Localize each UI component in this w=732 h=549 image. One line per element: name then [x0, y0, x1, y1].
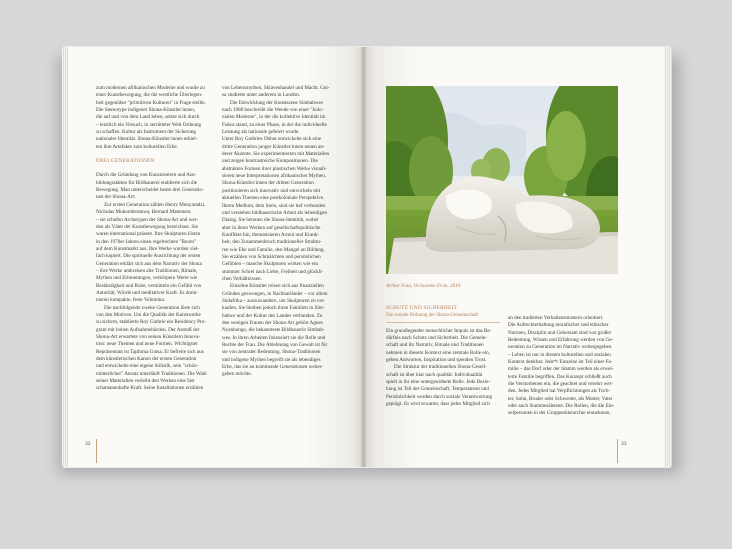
text-line: den wenigen Frauen der Shona-Art gehört Agnes	[222, 320, 323, 326]
text-line: mütterlicher" Ansatz unterläuft Traditionen. Die Wahl	[96, 370, 207, 377]
text-line: Shona-Künstler:innen der dritten Generation	[222, 180, 314, 187]
text-line: Mythen und Erinnerungen, verkörpern Werte wie	[96, 275, 198, 282]
text-line: – letztlich ein Versuch, in zerrütteter Welt Ordnung	[96, 121, 202, 128]
heading-rule	[386, 322, 500, 323]
text-line: ten ihre Artefakte zum kulturellen Erbe.	[96, 143, 178, 150]
text-line: milie – das Dorf oder der Stamm werden als erwei-	[508, 366, 614, 373]
text-line: Die Aufrechterhaltung moralischer und ethischer	[508, 322, 609, 329]
page-edges-right	[664, 48, 672, 466]
text-line: Nyanhongo, die bekannteste Bildhauerin Simbab-	[222, 327, 325, 334]
paragraph-lebensmythen	[222, 85, 336, 283]
text-line: ter, Sohn, Bruder oder Schwester, als Mutter, Vater	[508, 395, 613, 402]
text-line: Normen, Disziplin und Gehorsam sind von großer	[508, 329, 612, 336]
text-line: Gefühlen – manche Skulpturen wirken wie ein	[222, 261, 318, 268]
left-page-column-1	[96, 85, 210, 393]
paragraph-schutz	[386, 328, 500, 409]
text-line: seiner Materialien verleiht den Werken eine fast	[96, 378, 195, 385]
text-line: Erbe, das sie an kommende Generationen weiter-	[222, 364, 324, 371]
text-line: zu schaffen. Kultur als Instrument der Sicherung	[96, 129, 196, 136]
text-line: abstrakten Formen ihrer plastischen Werke visuali-	[222, 165, 327, 172]
text-line: dürfnis nach Schutz und Sicherheit. Die Gemein-	[386, 335, 488, 342]
text-line: tion: neue Themen und neue Formen. Wichtigster	[96, 341, 198, 348]
text-line: aber in ihren Werken auf gesellschaftspolitische	[222, 224, 321, 231]
text-line: – ihre Werke umkreisen alte Traditionen, Rituale,	[96, 267, 198, 274]
text-line: von den Motiven. Um die Qualität der Kunstwerke	[96, 311, 201, 318]
text-line: Rechte der Frau. Die Ablehnung von Gewalt ist für	[222, 342, 328, 349]
text-line: geben möchte.	[222, 371, 252, 378]
text-line: Shona-Art erwartete von seinen Künstlern Innova-	[96, 334, 201, 340]
text-line: schaft ist über klar nach qualität: Individualität	[386, 371, 483, 378]
text-line: Zur ersten Generation zählen Henry Munyaradzi,	[104, 201, 206, 208]
paragraph-ordnung	[508, 315, 620, 418]
section-heading-drei-generationen: DREI GENERATIONEN	[96, 158, 155, 165]
page-number-left: 32	[85, 441, 91, 447]
text-line: chen Verhältnissen.	[222, 275, 262, 282]
text-line: Gründen gezwungen, in Nachbarländer – vor allem	[222, 290, 328, 297]
left-page-column-2	[222, 85, 336, 379]
text-line: stummer Schrei nach Liebe, Freiheit und glückli-	[222, 268, 324, 275]
section-subheading: Die soziale Ordnung der Shona-Gemeinschaft	[386, 313, 479, 319]
text-line: babwe und der Kultur des Landes verbunden. Zu	[222, 312, 323, 319]
text-line: nen der Shona-Art:	[96, 194, 136, 201]
text-line: Dialog. Sie betonen die Shona-Identität, wobei	[222, 217, 319, 224]
text-line: – sie schufen Archetypen der Shona-Art und wer-	[96, 216, 198, 223]
text-line: Persönlichkeit werden durch soziale Verantwortung	[386, 393, 493, 400]
text-line: Einzelne Künstler reisen sich aus finanziellen	[230, 283, 324, 290]
text-line: gram mit hohen Aufnahmehürden. Der Anstoß der	[96, 326, 200, 333]
text-line: zu sichern, etablierte Roy Guthrie ein Residency Pro-	[96, 319, 206, 326]
text-line: nialen Moderne", in der die kollektive Identität im	[222, 114, 326, 121]
text-line: schamanenhafte Kraft. Seine Installationen erzählen	[96, 385, 204, 392]
text-line: heit, den Zusammenbruch traditioneller Struktu-	[222, 239, 322, 246]
text-line: zelpersonen in der Gruppenhierarchie einnehmen,	[508, 410, 611, 417]
text-line: und zeigen kontrastreiche Kompositionen. Die	[222, 158, 318, 165]
text-line: die Verstorbenen ein, die geachtet und verehrt wer-	[508, 381, 613, 388]
text-line: auf dem Kunstmarkt aus. Ihre Werke wurden viel-	[96, 245, 200, 252]
text-line: Ein grundlegender menschlicher Impuls ist das Be-	[386, 327, 492, 334]
text-line: nach 1980 beschreibt die Wende von einer "kolo-	[222, 107, 324, 114]
text-line: die auf und von dem Land leben, setzte sich durch	[96, 114, 200, 121]
text-line: Die Stereotype indigener Shona-Künstler:innen,	[96, 107, 196, 114]
text-line: Die nachfolgende zweite Generation löste sich	[104, 304, 200, 311]
text-line: Die Struktur der traditionellen Shona-Gesell-	[394, 364, 487, 371]
photo-caption: Arthur Fata, Verlassene Frau, 2010	[386, 283, 461, 289]
text-line: positionieren sich innovativ und entwickeln mit	[222, 187, 321, 194]
text-line: sa studierte unter anderem in London.	[222, 92, 300, 99]
text-line: von Lebensmythen, Sklavenhandel und Macht. Gut-	[222, 85, 330, 91]
text-line: waren international präsent. Ihre Skulpturen lösten	[96, 231, 201, 238]
paragraph-founding	[96, 172, 210, 201]
text-line: wes. In ihren Arbeiten fokussiert sie die Rolle und	[222, 334, 326, 341]
text-line: in den 1970er Jahren einen regelrechten "Boom"	[96, 238, 197, 245]
text-line: und indigene Mythen begreift sie als lebendiges	[222, 356, 321, 363]
text-line: heit gegenüber "primitiven Kulturen" in Frage stellte.	[96, 99, 206, 106]
text-line: zum modernen afrikanischen Moderne und wurde zu	[96, 85, 205, 91]
paragraph-first-generation	[96, 202, 210, 305]
text-line: Durch die Gründung von Kunstzentren und Aus-	[96, 172, 197, 179]
text-line: nieren kompakte, feste Volumina.	[96, 297, 166, 304]
text-line: Kontext denkbar. Jede*r Einzelne ist Teil einer Fa-	[508, 359, 613, 366]
text-line: Südafrika – auszuwandern, um Skulpturen zu ver-	[222, 297, 326, 304]
right-page-column-2	[508, 315, 620, 418]
text-line: nehmen in diesem Kontext eine zentrale Rolle ein,	[386, 349, 490, 356]
text-line: nationaler Identität. Shona-Künstler:innen erhiel-	[96, 136, 198, 143]
text-line: Autorität, Würde und meditativer Kraft. Es domi-	[96, 289, 199, 296]
text-line: neration zu Generation im Narrativ weitergegeben	[508, 344, 612, 351]
text-line: Die Entwicklung der Kunstszene Simbabwes	[230, 99, 323, 106]
text-line: Sie erzählen von Schmälchten und persönlichen	[222, 253, 321, 260]
text-line: Leistung als nationale gefeiert wurde.	[222, 129, 300, 136]
text-line: hung ist Teil der Gemeinschaft, Temperament und	[386, 386, 489, 393]
text-line: ren wie Ehe und Familie, den Mangel an Bildung.	[222, 246, 325, 253]
text-line: schaft und ihr Narrativ, Rituale und Traditionen	[386, 342, 484, 349]
paragraph-emigration	[222, 283, 336, 378]
text-line: fach kopiert. Die spirituelle Ausrichtung der ersten	[96, 253, 201, 260]
page-number-rule-right	[617, 439, 618, 463]
sculpture-photo-image	[386, 86, 618, 274]
text-line: Generation erklärt sich aus dem Narrativ der Shona	[96, 260, 202, 267]
text-line: Konflikte hin, thematisieren Armut und Krank-	[222, 231, 320, 238]
sculpture-photo	[386, 86, 618, 274]
text-line: sie von zentraler Bedeutung. Shona-Traditionen	[222, 349, 321, 356]
text-line: aktuellen Themen eine postkoloniale Perspektive.	[222, 195, 325, 202]
paragraph-second-generation	[96, 305, 210, 393]
text-line: Ihrem Medium, dem Stein, sind sie tief verbunden	[222, 202, 326, 209]
page-number-right: 33	[621, 441, 627, 447]
text-line: Bewegung. Man unterscheidet heute drei Generatio-	[96, 187, 204, 194]
book-spine	[361, 47, 366, 467]
text-line: Beständigkeit und Ruhe, vermitteln ein Gefühl von	[96, 282, 202, 289]
text-line: dritte Generation junger Künstler:innen neuen an-	[222, 143, 325, 150]
page-number-rule-left	[96, 439, 97, 463]
paragraph-intro	[96, 85, 210, 151]
text-line: oder auch Stammesältester. Die Rollen, die die Ein-	[508, 403, 615, 410]
text-line: – Leben ist nur in diesem kulturellen und sozialen	[508, 351, 611, 358]
text-line: und verstehen bildhauerische Arbeit als lebendigen	[222, 209, 327, 216]
text-line: bildungsstätten für Bildhauerei etablierte sich die	[96, 179, 198, 186]
text-line: terte Familie begriffen. Das Konzept schließt auch	[508, 373, 612, 380]
text-line: dem künstlerischen Kanon der ersten Generation	[96, 356, 197, 363]
text-line: Unter Roy Guthries Obhut entwickelte sich eine	[222, 136, 322, 143]
text-line: an den tradierten Verhaltensmustern orientiert.	[508, 315, 604, 321]
right-page-column-1	[386, 305, 500, 408]
text-line: kaufen. Sie bleiben jedoch ihren Familien in Sim-	[222, 305, 325, 312]
text-line: Bedeutung. Wissen und Erfahrung werden von Ge-	[508, 337, 614, 344]
text-line: den. Jedes Mitglied hat Verpflichtungen als Toch-	[508, 388, 611, 395]
text-line: Nicholas Mukomberanwa, Bernard Matemera	[96, 209, 191, 216]
text-line: derer Akzente. Sie experimentierten mit Materialien	[222, 151, 330, 158]
text-line: spielt in ihr eine untergeordnete Rolle. Jede Bezie-	[386, 379, 491, 386]
text-line: einer Kunstbewegung, die die westliche Überlegen-	[96, 92, 203, 99]
text-line: geben Antworten, Inspiration und spenden Trost.	[386, 357, 487, 364]
text-line: sieren neue Interpretationen afrikanischer Mythen.	[222, 173, 327, 180]
text-line: Repräsentant ist Tapfuma Gutsa. Er befreite sich aus	[96, 348, 204, 355]
text-line: geprägt. Es wird erwartet, dass jedes Mitglied sich	[386, 401, 490, 408]
section-heading-schutz: SCHUTZ UND SICHERHEIT	[386, 305, 457, 311]
text-line: Fokus stand, zu einer Phase, in der die individuelle	[222, 121, 327, 128]
text-line: den als Väter der Kunstbewegung bezeichnet. Sie	[96, 223, 198, 230]
text-line: und entwickelte eine eigene Stilistik, sein "schön-	[96, 363, 199, 370]
